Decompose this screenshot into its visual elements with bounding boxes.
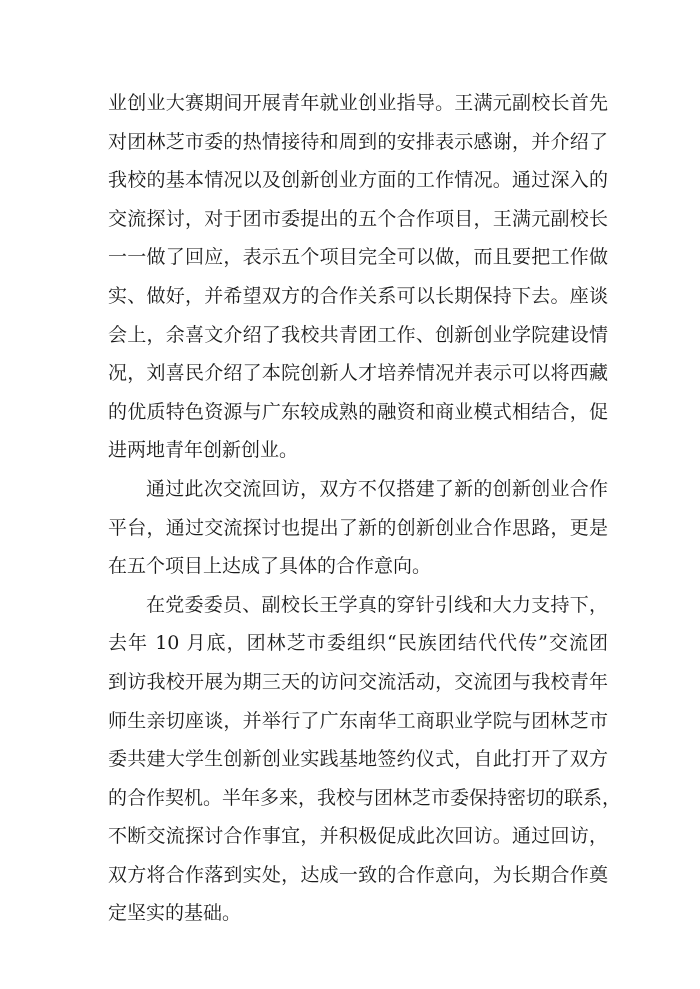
text-line: 去年 10 月底，团林芝市委组织“民族团结代代传”交流团 — [108, 632, 608, 655]
text-line: 的优质特色资源与广东较成熟的融资和商业模式相结合，促 — [108, 400, 608, 423]
paragraph-3 — [108, 586, 622, 933]
text-line: 况，刘喜民介绍了本院创新人才培养情况并表示可以将西藏 — [108, 362, 608, 385]
text-line: 定坚实的基础。 — [108, 902, 242, 925]
text-line: 在党委委员、副校长王学真的穿针引线和大力支持下， — [146, 593, 608, 616]
text-line: 委共建大学生创新创业实践基地签约仪式，自此打开了双方 — [108, 748, 608, 771]
text-line: 的合作契机。半年多来，我校与团林芝市委保持密切的联系， — [108, 786, 622, 809]
text-line: 师生亲切座谈，并举行了广东南华工商职业学院与团林芝市 — [108, 709, 608, 732]
text-line: 不断交流探讨合作事宜，并积极促成此次回访。通过回访， — [108, 825, 608, 848]
text-line: 一一做了回应，表示五个项目完全可以做，而且要把工作做 — [108, 246, 608, 269]
text-line: 业创业大赛期间开展青年就业创业指导。王满元副校长首先 — [108, 92, 608, 114]
text-line: 会上，余喜文介绍了我校共青团工作、创新创业学院建设情 — [108, 323, 608, 346]
text-line: 对团林芝市委的热情接待和周到的安排表示感谢，并介绍了 — [108, 130, 608, 153]
text-line: 通过此次交流回访，双方不仅搭建了新的创新创业合作 — [146, 477, 608, 500]
document-body — [108, 84, 622, 933]
text-line: 到访我校开展为期三天的访问交流活动，交流团与我校青年 — [108, 670, 608, 693]
paragraph-1 — [108, 84, 608, 470]
text-line: 实、做好，并希望双方的合作关系可以长期保持下去。座谈 — [108, 284, 608, 307]
text-line: 进两地青年创新创业。 — [108, 439, 299, 462]
text-line: 我校的基本情况以及创新创业方面的工作情况。通过深入的 — [108, 169, 608, 192]
text-line: 平台，通过交流探讨也提出了新的创新创业合作思路，更是 — [108, 516, 608, 539]
text-line: 双方将合作落到实处，达成一致的合作意向，为长期合作奠 — [108, 863, 608, 886]
text-line: 在五个项目上达成了具体的合作意向。 — [108, 555, 432, 578]
text-line: 交流探讨，对于团市委提出的五个合作项目，王满元副校长 — [108, 207, 608, 230]
paragraph-2 — [108, 470, 608, 586]
